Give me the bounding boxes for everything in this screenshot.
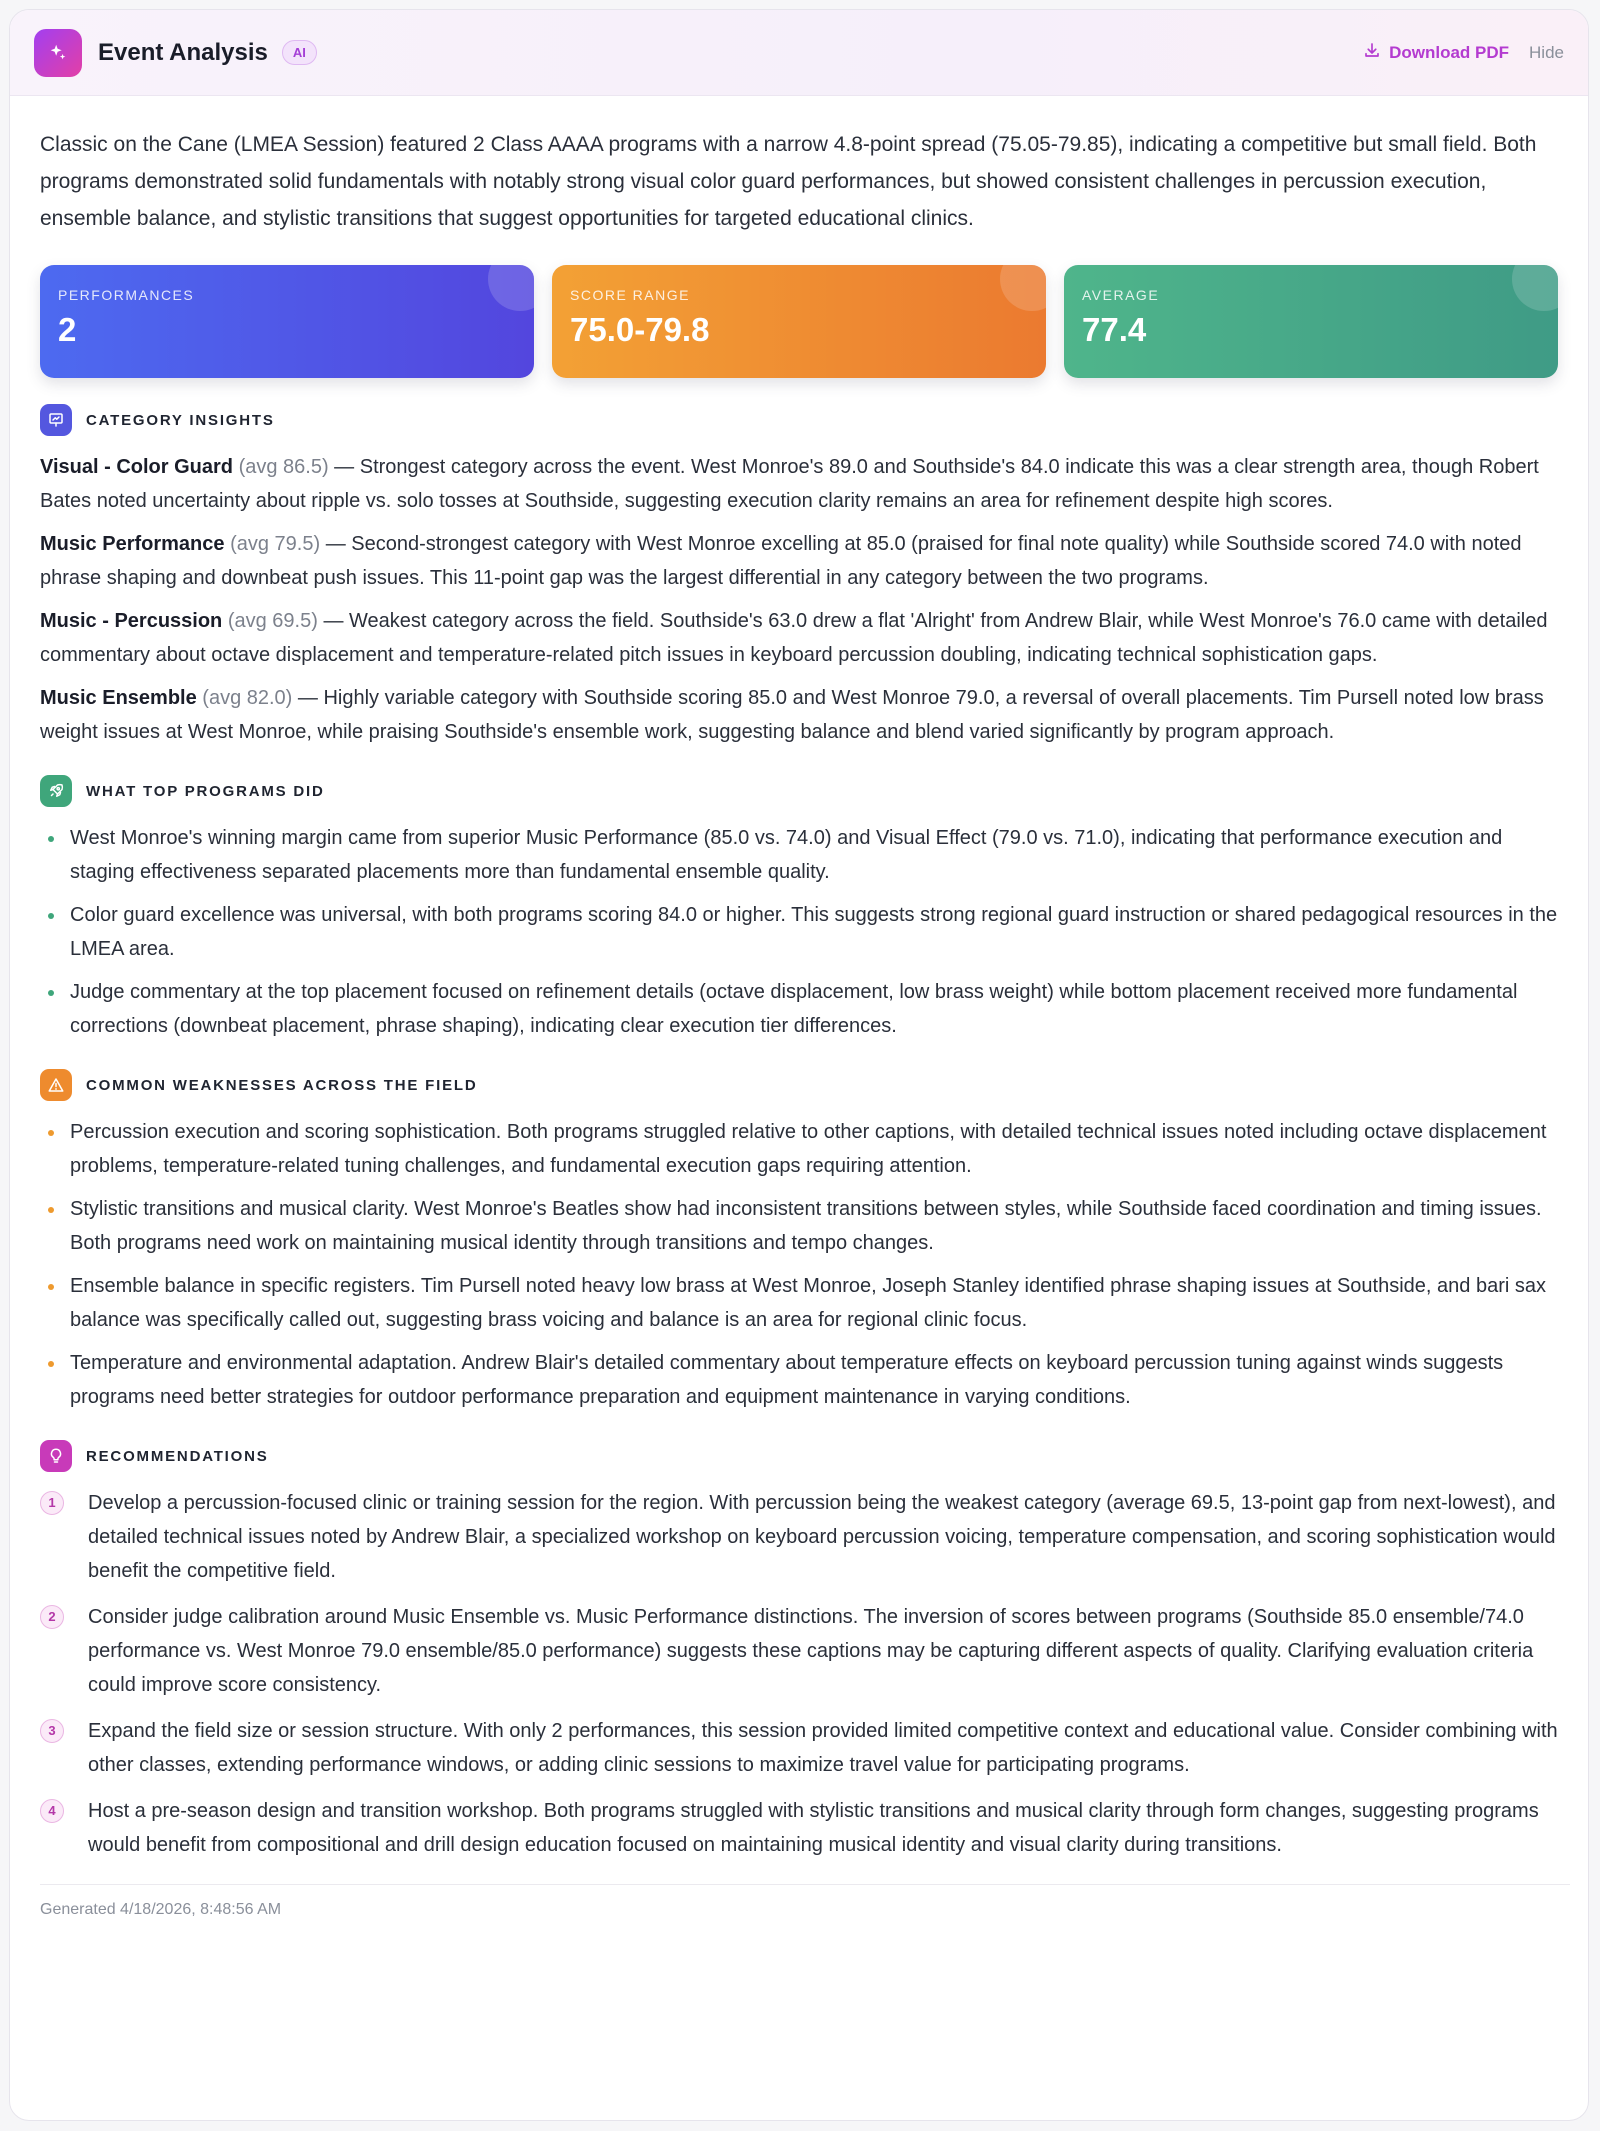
warning-icon — [40, 1069, 72, 1101]
recommendation-number: 2 — [40, 1605, 64, 1629]
recommendation-number: 1 — [40, 1491, 64, 1515]
stat-label: PERFORMANCES — [58, 287, 195, 303]
recommendation-item — [40, 1600, 1570, 1702]
list-item-text: Stylistic transitions and musical clarity. West Monroe's Beatles show had inconsistent transitions between styles, while Southside faced coordination and timing issues. Both programs need work on maintaining musical identity through transitions and tempo changes. — [70, 1198, 1542, 1254]
bullet-dot — [48, 1361, 54, 1367]
category-insight-item — [40, 527, 1570, 595]
recommendation-item — [40, 1794, 1570, 1862]
category-text: — Weakest category across the field. Southside's 63.0 drew a flat 'Alright' from Andrew Blair, while West Monroe's 76.0 came with detailed commentary about octave displacement and temperature-related pitch issues in keyboard percussion doubling, indicating technical sophistication gaps. — [40, 610, 1548, 666]
average-stat-card — [1064, 265, 1558, 378]
category-insight-item — [40, 450, 1570, 518]
category-insight-item — [40, 604, 1570, 672]
bullet-dot — [48, 913, 54, 919]
category-avg: (avg 82.0) — [202, 687, 293, 709]
category-avg: (avg 79.5) — [230, 533, 321, 555]
category-name: Visual - Color Guard — [40, 456, 233, 478]
category-avg: (avg 86.5) — [238, 456, 329, 478]
download-icon — [1363, 41, 1381, 64]
rocket-icon — [40, 775, 72, 807]
list-item-text: Judge commentary at the top placement focused on refinement details (octave displacement, low brass weight) while bottom placement received more fundamental corrections (downbeat placement, phrase shaping), indicating clear execution tier differences. — [70, 981, 1518, 1037]
summary-text: Classic on the Cane (LMEA Session) featured 2 Class AAAA programs with a narrow 4.8-point spread (75.05-79.85), indicating a competitive but small field. Both programs demonstrated solid fundamentals with notably strong visual color guard performances, but showed consistent challenges in percussion execution, ensemble balance, and stylistic transitions that suggest opportunities for targeted educational clinics. — [40, 133, 1537, 230]
list-item — [40, 1346, 1570, 1414]
list-item — [40, 821, 1570, 889]
download-pdf-label: Download PDF — [1389, 42, 1510, 62]
list-item-text: Color guard excellence was universal, with both programs scoring 84.0 or higher. This suggests strong regional guard instruction or shared pedagogical resources in the LMEA area. — [70, 904, 1558, 960]
recommendations-section — [40, 1440, 1558, 1862]
category-name: Music - Percussion — [40, 610, 223, 632]
stat-value: 2 — [58, 311, 77, 348]
stat-value: 77.4 — [1082, 311, 1147, 348]
list-item-text: West Monroe's winning margin came from superior Music Performance (85.0 vs. 74.0) and Visual Effect (79.0 vs. 71.0), indicating that performance execution and staging effectiveness separated placements more than fundamental ensemble quality. — [70, 827, 1503, 883]
score-range-stat-card — [552, 265, 1046, 378]
weaknesses-section — [40, 1069, 1558, 1414]
category-text: — Highly variable category with Southside scoring 85.0 and West Monroe 79.0, a reversal of overall placements. Tim Pursell noted low brass weight issues at West Monroe, while praising Southside's ensemble work, suggesting balance and blend varied significantly by program approach. — [40, 687, 1544, 743]
recommendation-text: Expand the field size or session structure. With only 2 performances, this session provided limited competitive context and educational value. Consider combining with other classes, extending performance windows, or adding clinic sessions to maximize travel value for participating programs. — [88, 1720, 1558, 1776]
card-header — [10, 10, 1588, 96]
recommendation-text: Host a pre-season design and transition workshop. Both programs struggled with stylistic transitions and musical clarity through form changes, suggesting programs would benefit from compositional and drill design education focused on maintaining musical identity and visual clarity during transitions. — [88, 1800, 1539, 1856]
category-insights-section — [40, 404, 1558, 749]
performances-stat-card — [40, 265, 534, 378]
category-name: Music Ensemble — [40, 687, 197, 709]
category-avg: (avg 69.5) — [227, 610, 318, 632]
bullet-dot — [48, 1284, 54, 1290]
list-item-text: Ensemble balance in specific registers. Tim Pursell noted heavy low brass at West Monroe, Joseph Stanley identified phrase shaping issues at Southside, and bari sax balance was specifically called out, suggesting brass voicing and balance is an area for regional clinic focus. — [70, 1275, 1546, 1331]
top-programs-section — [40, 775, 1558, 1043]
bullet-dot — [48, 1207, 54, 1213]
stat-value: 75.0-79.8 — [570, 311, 710, 348]
list-item — [40, 1269, 1570, 1337]
ai-badge: AI — [282, 40, 317, 65]
presentation-icon — [40, 404, 72, 436]
download-pdf-button[interactable] — [1363, 41, 1509, 64]
section-title: RECOMMENDATIONS — [86, 1447, 269, 1465]
sparkle-icon — [34, 29, 82, 77]
bullet-dot — [48, 836, 54, 842]
recommendation-item — [40, 1486, 1570, 1588]
section-title: COMMON WEAKNESSES ACROSS THE FIELD — [86, 1076, 478, 1094]
category-text: — Second-strongest category with West Monroe excelling at 85.0 (praised for final note quality) while Southside scored 74.0 with noted phrase shaping and downbeat push issues. This 11-point gap was the largest differential in any category between the two programs. — [40, 533, 1522, 589]
recommendation-number: 3 — [40, 1719, 64, 1743]
list-item-text: Percussion execution and scoring sophistication. Both programs struggled relative to other captions, with detailed technical issues noted including octave displacement problems, temperature-related tuning challenges, and fundamental execution gaps requiring attention. — [70, 1121, 1547, 1177]
list-item — [40, 898, 1570, 966]
generated-timestamp: Generated 4/18/2026, 8:48:56 AM — [40, 1884, 1570, 1919]
hide-button[interactable]: Hide — [1529, 42, 1564, 62]
page-title: Event Analysis — [98, 38, 268, 66]
stat-label: SCORE RANGE — [570, 287, 690, 303]
section-title: WHAT TOP PROGRAMS DID — [86, 782, 325, 800]
list-item-text: Temperature and environmental adaptation. Andrew Blair's detailed commentary about temperature effects on keyboard percussion tuning against winds suggests programs need better strategies for outdoor performance preparation and equipment maintenance in varying conditions. — [70, 1352, 1504, 1408]
list-item — [40, 975, 1570, 1043]
bullet-dot — [48, 1130, 54, 1136]
recommendation-text: Consider judge calibration around Music Ensemble vs. Music Performance distinctions. The inversion of scores between programs (Southside 85.0 ensemble/74.0 performance vs. West Monroe 79.0 ensemble/85.0 performance) suggests these captions may be capturing different aspects of quality. Clarifying evaluation criteria could improve score consistency. — [88, 1606, 1534, 1696]
event-analysis-card — [9, 9, 1589, 2121]
lightbulb-icon — [40, 1440, 72, 1472]
category-name: Music Performance — [40, 533, 225, 555]
stats-row — [40, 265, 1558, 378]
list-item — [40, 1192, 1570, 1260]
recommendation-number: 4 — [40, 1799, 64, 1823]
section-title: CATEGORY INSIGHTS — [86, 411, 275, 429]
list-item — [40, 1115, 1570, 1183]
category-text: — Strongest category across the event. West Monroe's 89.0 and Southside's 84.0 indicate this was a clear strength area, though Robert Bates noted uncertainty about ripple vs. solo tosses at Southside, suggesting execution clarity remains an area for refinement despite high scores. — [40, 456, 1539, 512]
recommendation-text: Develop a percussion-focused clinic or training session for the region. With percussion being the weakest category (average 69.5, 13-point gap from next-lowest), and detailed technical issues noted by Andrew Blair, a specialized workshop on keyboard percussion voicing, temperature compensation, and scoring sophistication would benefit the competitive field. — [88, 1492, 1556, 1582]
stat-label: AVERAGE — [1082, 287, 1160, 303]
category-insight-item — [40, 681, 1570, 749]
recommendation-item — [40, 1714, 1570, 1782]
bullet-dot — [48, 990, 54, 996]
